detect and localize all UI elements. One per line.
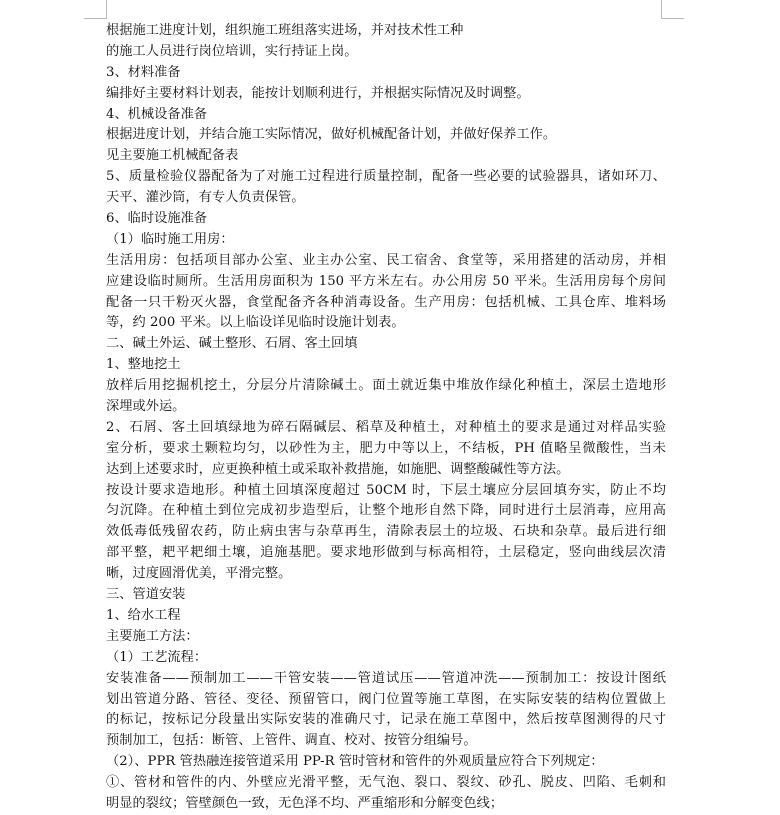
text-line: 生活用房：包括项目部办公室、业主办公室、民工宿舍、食堂等，采用搭建的活动房，并相 bbox=[106, 252, 666, 268]
text-line: 等，约 200 平米。以上临设详见临时设施计划表。 bbox=[106, 315, 405, 331]
text-line: 6、临时设施准备 bbox=[106, 211, 208, 227]
text-line: 三、管道安装 bbox=[106, 587, 186, 603]
text-line: 放样后用挖掘机挖土，分层分片清除碱土。面土就近集中堆放作绿化种植土，深层土造地形 bbox=[106, 378, 666, 394]
text-line: 效低毒低残留农药，防止病虫害与杂草再生，清除表层土的垃圾、石块和杂草。最后进行细 bbox=[106, 524, 666, 540]
text-line: 晰，过度圆滑优美，平滑完整。 bbox=[106, 566, 292, 582]
text-line: 的施工人员进行岗位培训，实行持证上岗。 bbox=[106, 43, 358, 59]
text-line: 5、质量检验仪器配备为了对施工过程进行质量控制，配备一些必要的试验器具，诸如环刀、 bbox=[106, 169, 666, 185]
text-line: 根据施工进度计划，组织施工班组落实进场，并对技术性工种 bbox=[106, 23, 464, 38]
text-line: 匀沉降。在种植土到位完成初步造型后，让整个地形自然下降，同时进行土层消毒，应用高 bbox=[106, 503, 666, 519]
text-line: 深埋或外运。 bbox=[106, 399, 186, 415]
text-line: 部平整，耙平耙细土壤，追施基肥。要求地形做到与标高相符，土层稳定，竖向曲线层次清 bbox=[106, 545, 666, 561]
text-line: 1、给水工程 bbox=[106, 607, 181, 623]
margin-corner-mark-left bbox=[84, 0, 107, 19]
document-body bbox=[106, 21, 666, 815]
text-line: 室分析，要求土颗粒均匀，以砂性为主，肥力中等以上，不结板，PH 值略呈微酸性，当未 bbox=[106, 440, 666, 456]
text-line: 配备一只干粉灭火器，食堂配备齐各种消毒设备。生产用房：包括机械、工具仓库、堆料场 bbox=[106, 294, 666, 310]
text-line: 2、石屑、客土回填绿地为碎石隔碱层、稻草及种植土，对种植土的要求是通过对样品实验 bbox=[106, 419, 666, 435]
text-line: 明显的裂纹；管壁颜色一致，无色泽不均、严重缩形和分解变色线； bbox=[106, 795, 504, 811]
text-line: 达到上述要求时，应更换种植土或采取补救措施，如施肥、调整酸碱性等方法。 bbox=[106, 461, 570, 477]
text-line: （2）、PPR 管热融连接管道采用 PP-R 管时管材和管件的外观质量应符合下列规定： bbox=[106, 754, 604, 770]
text-line: 1、整地挖土 bbox=[106, 357, 181, 373]
text-line: 二、碱土外运、碱土整形、石屑、客土回填 bbox=[106, 336, 358, 352]
text-line: 应建设临时厕所。生活用房面积为 150 平方米左右。办公用房 50 平米。生活用房每个房间 bbox=[106, 273, 666, 289]
text-line: 划出管道分路、管径、变径、预留管口，阀门位置等施工草图，在实际安装的结构位置做上 bbox=[106, 691, 666, 707]
text-line: 按设计要求造地形。种植土回填深度超过 50CM 时，下层土壤应分层回填夯实，防止不均 bbox=[106, 482, 666, 498]
text-line: 的标记，按标记分段量出实际安装的准确尺寸，记录在施工草图中，然后按草图测得的尺寸 bbox=[106, 712, 666, 728]
text-line: （1）临时施工用房： bbox=[106, 231, 234, 247]
text-line: 编排好主要材料计划表，能按计划顺利进行，并根据实际情况及时调整。 bbox=[106, 85, 530, 101]
text-line: ①、管材和管件的内、外壁应光滑平整，无气泡、裂口、裂纹、砂孔、脱皮、凹陷、毛刺和 bbox=[106, 775, 666, 791]
text-line: 天平、灌沙筒，有专人负责保管。 bbox=[106, 190, 305, 206]
text-line: 主要施工方法： bbox=[106, 628, 199, 644]
text-line: 预制加工，包括：断管、上管件、调直、校对、按管分组编号。 bbox=[106, 733, 477, 749]
text-line: 根据进度计划，并结合施工实际情况，做好机械配备计划，并做好保养工作。 bbox=[106, 127, 557, 143]
text-line: 见主要施工机械配备表 bbox=[106, 148, 239, 164]
text-line: 3、材料准备 bbox=[106, 64, 181, 80]
margin-corner-mark-right bbox=[661, 0, 684, 19]
text-line: 安装准备——预制加工——干管安装——管道试压——管道冲洗——预制加工：按设计图纸 bbox=[106, 670, 666, 686]
text-line: （1）工艺流程： bbox=[106, 649, 208, 665]
text-line: 4、机械设备准备 bbox=[106, 106, 208, 122]
